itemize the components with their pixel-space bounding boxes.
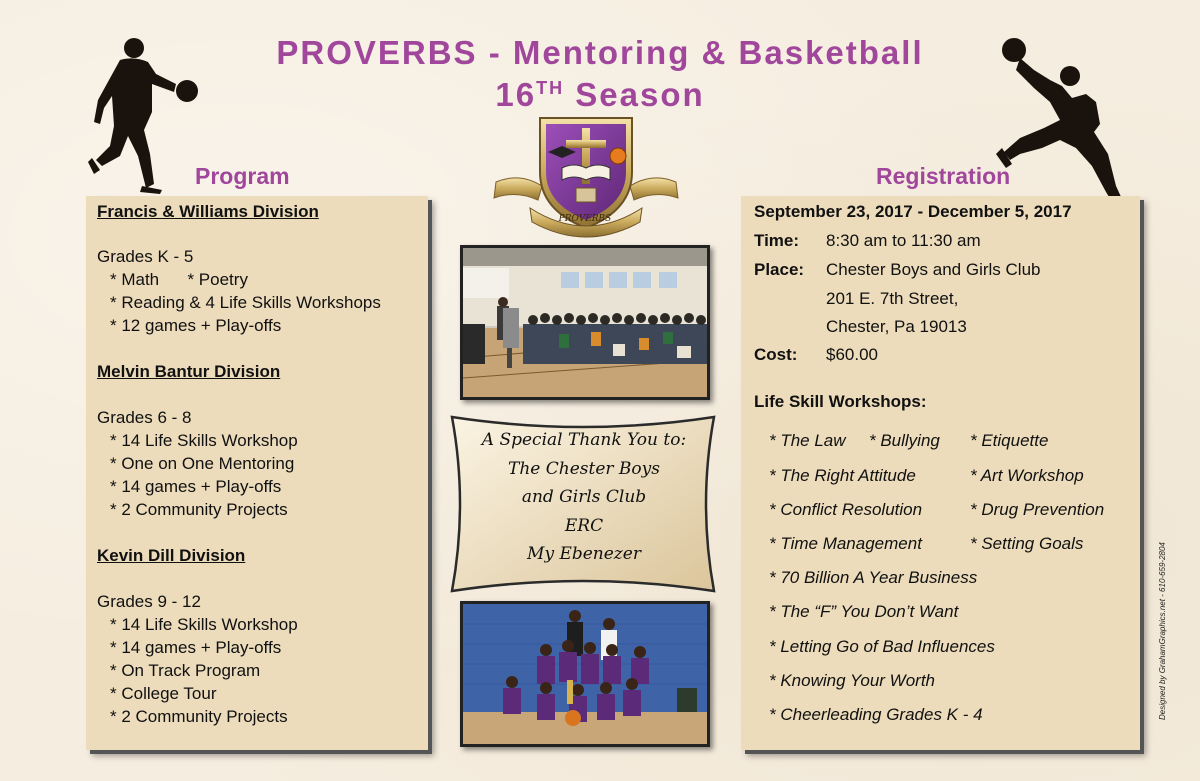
gym-meeting-image — [463, 248, 707, 397]
division-grades: Grades K - 5 — [97, 247, 194, 266]
division-grades: Grades 9 - 12 — [97, 592, 201, 611]
thank-you-line: and Girls Club — [521, 487, 647, 507]
thank-you-line: A Special Thank You to: — [481, 430, 687, 450]
division-item: * Reading & 4 Life Skills Workshops — [110, 293, 381, 312]
division-grades: Grades 6 - 8 — [97, 408, 192, 427]
workshop-item: * Time Management — [769, 534, 922, 553]
division-item: * 12 games + Play-offs — [110, 316, 282, 335]
program-heading: Program — [195, 163, 290, 189]
division-name: Kevin Dill Division — [97, 546, 246, 565]
division-item: * Math * Poetry — [110, 270, 248, 289]
season-word: Season — [575, 76, 705, 113]
workshop-item: * 70 Billion A Year Business — [769, 568, 978, 587]
division-item: * 2 Community Projects — [110, 500, 288, 519]
workshop-item: * Conflict Resolution — [769, 500, 923, 519]
emblem-text: PROVERBS — [558, 214, 612, 224]
workshop-item: * Setting Goals — [970, 534, 1084, 553]
time-value: 8:30 am to 11:30 am — [826, 231, 981, 250]
workshop-item: * The “F” You Don’t Want — [769, 602, 959, 621]
registration-heading: Registration — [876, 163, 1011, 189]
division-item: * 14 games + Play-offs — [110, 638, 282, 657]
workshop-item: * The Right Attitude — [769, 466, 916, 485]
workshop-item: * Knowing Your Worth — [769, 671, 935, 690]
thank-you-line: My Ebenezer — [527, 544, 641, 564]
designer-credit: Designed by GrahamGraphics.net - 610-659-2804 — [1158, 542, 1167, 720]
division-item: * 2 Community Projects — [110, 707, 288, 726]
registration-dates: September 23, 2017 - December 5, 2017 — [754, 202, 1072, 221]
cost-label: Cost: — [754, 345, 798, 364]
workshop-item: * Drug Prevention — [970, 500, 1105, 519]
thank-you-line: ERC — [564, 515, 604, 536]
workshop-item: * The Law — [769, 431, 846, 450]
division-item: * One on One Mentoring — [110, 454, 295, 473]
time-label: Time: — [754, 231, 800, 250]
division-item: * 14 games + Play-offs — [110, 477, 282, 496]
basketball-player-dribbling-icon — [82, 34, 207, 196]
registration-panel — [741, 196, 1140, 750]
division-item: * On Track Program — [110, 661, 261, 680]
place-line: Chester, Pa 19013 — [826, 317, 967, 336]
workshops-heading: Life Skill Workshops: — [754, 392, 927, 411]
team-photo-image — [463, 604, 707, 744]
workshop-item: * Letting Go of Bad Influences — [769, 637, 995, 656]
division-name: Francis & Williams Division — [97, 202, 319, 221]
photo-gym-meeting — [460, 245, 710, 400]
thank-you-message — [456, 426, 712, 569]
place-label: Place: — [754, 260, 805, 279]
photo-team — [460, 601, 710, 747]
place-line: 201 E. 7th Street, — [826, 289, 959, 308]
division-name: Melvin Bantur Division — [97, 362, 281, 381]
division-item: * 14 Life Skills Workshop — [110, 615, 298, 634]
thank-you-line: The Chester Boys — [508, 458, 660, 479]
division-item: * 14 Life Skills Workshop — [110, 431, 298, 450]
division-item: * College Tour — [110, 684, 217, 703]
cost-value: $60.00 — [826, 345, 878, 364]
season-suffix: TH — [536, 78, 565, 98]
place-line: Chester Boys and Girls Club — [826, 260, 1041, 279]
workshop-item: * Art Workshop — [970, 466, 1084, 485]
page-title: PROVERBS - Mentoring & Basketball — [276, 34, 924, 71]
program-panel — [86, 196, 428, 750]
workshop-item: * Cheerleading Grades K - 4 — [769, 705, 983, 724]
workshop-item: * Etiquette — [970, 431, 1049, 450]
workshop-item: * Bullying — [869, 431, 940, 450]
season-number: 16 — [495, 76, 537, 113]
